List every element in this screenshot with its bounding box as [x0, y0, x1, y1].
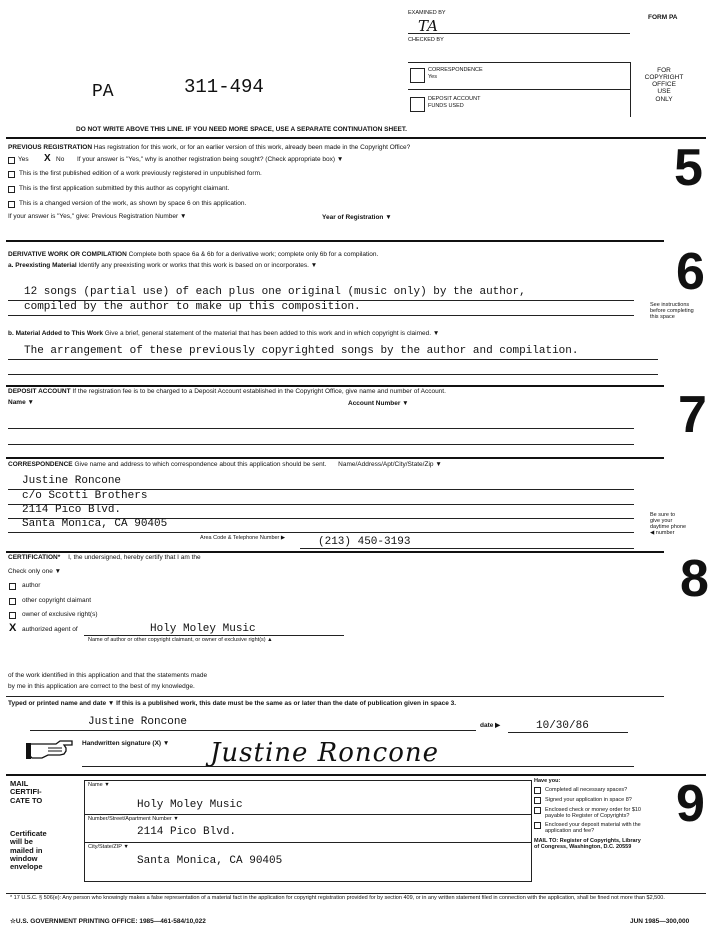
prev-reg-no-mark[interactable]: X — [44, 153, 51, 164]
deposit-account-label: Account Number ▼ — [348, 400, 409, 407]
checklist-box[interactable] — [534, 797, 541, 804]
mail-label-line: MAIL — [10, 779, 29, 788]
examined-initials: TA — [418, 17, 439, 35]
mail-city-label: City/State/ZIP ▼ — [88, 844, 129, 850]
checklist-text: Enclosed check or money order for $10 payable to Register of Copyrights? — [545, 807, 641, 820]
mail-label-line: CERTIFI- — [10, 787, 42, 797]
cert-agent-label: authorized agent of — [22, 626, 78, 633]
header-divider-1 — [408, 62, 630, 63]
print-code: JUN 1985—300,000 — [630, 918, 690, 925]
agent-rule — [84, 635, 344, 636]
office-use-line: OFFICE — [652, 81, 676, 89]
section7-title: DEPOSIT ACCOUNT — [8, 388, 71, 395]
preexisting-rule-2 — [8, 315, 634, 316]
section7-title-row — [8, 388, 658, 395]
prev-reg-opt2: This is the first application submitted by this author as copyright claimant. — [19, 185, 230, 192]
prev-reg-yes-checkbox[interactable] — [8, 157, 15, 164]
correspondence-checkbox[interactable] — [410, 68, 425, 83]
date-label: date ▶ — [480, 722, 501, 729]
cert-author-label: author — [22, 582, 41, 589]
mail-name-label: Name ▼ — [88, 782, 110, 788]
rule-5-6 — [6, 240, 664, 242]
section6-title-row — [8, 251, 628, 258]
cert-owner-checkbox[interactable] — [9, 612, 16, 619]
mail-to-address: MAIL TO: Register of Copyrights, Library of Congress, Washington, D.C. 20559 — [534, 838, 641, 851]
section5-title: PREVIOUS REGISTRATION — [8, 144, 93, 151]
checked-by-label: CHECKED BY — [408, 37, 444, 43]
side-note-line: ◀ number — [650, 530, 675, 537]
mail-name: Holy Moley Music — [137, 799, 243, 811]
material-rule-1 — [8, 359, 658, 360]
section6-title: DERIVATIVE WORK OR COMPILATION — [8, 251, 127, 258]
registration-prefix: PA — [92, 82, 114, 102]
typed-name-rule — [30, 730, 476, 731]
check-only-one: Check only one ▼ — [8, 568, 62, 575]
certification-text: I, the undersigned, hereby certify that I am the — [68, 554, 201, 561]
cert-statement-1: of the work identified in this application and that the statements made — [8, 672, 208, 679]
mail-street-label: Number/Street/Apartment Number ▼ — [88, 816, 179, 822]
prev-reg-opt1: This is the first published edition of a work previously registered in unpublished form. — [19, 170, 262, 177]
side-note-line: daytime phone — [650, 524, 687, 531]
deposit-checkbox[interactable] — [410, 97, 425, 112]
prev-reg-number-label: If your answer is "Yes," give: Previous Registration Number ▼ — [8, 213, 187, 220]
section8-number: 8 — [680, 550, 709, 608]
prev-reg-opt1-checkbox[interactable] — [8, 171, 15, 178]
prev-reg-opt2-checkbox[interactable] — [8, 186, 15, 193]
office-use-line: USE — [657, 88, 671, 96]
typed-name-label: Typed or printed name and date ▼ If this is a published work, this date must be the same as or later than the date of publication given in space 3. — [8, 700, 457, 707]
phone-side-note — [650, 512, 686, 536]
examined-by-label: EXAMINED BY — [408, 10, 446, 16]
office-use-line: FOR — [657, 67, 671, 74]
handwritten-signature-label: Handwritten signature (X) ▼ — [82, 740, 170, 747]
phone-value: (213) 450-3193 — [318, 536, 411, 548]
agent-name: Holy Moley Music — [150, 623, 256, 635]
checklist-item — [534, 822, 646, 834]
deposit-rule-2 — [8, 444, 634, 445]
correspondence-text: Give name and address to which correspondence about this application should be sent. — [74, 461, 327, 468]
mail-certificate-label — [10, 780, 42, 805]
corr-line-4: Santa Monica, CA 90405 — [22, 518, 168, 530]
material-rule-2 — [8, 374, 658, 375]
do-not-write-notice: DO NOT WRITE ABOVE THIS LINE. IF YOU NEED MORE SPACE, USE A SEPARATE CONTINUATION SHEET. — [76, 126, 407, 133]
correspondence-title-row — [8, 461, 648, 468]
rule-deposit-corr — [6, 457, 664, 459]
side-note-line: this space — [650, 314, 675, 321]
checklist-text: Completed all necessary spaces? — [545, 787, 628, 794]
cert-rule — [6, 696, 664, 697]
certification-title: CERTIFICATION* — [8, 554, 61, 561]
mail-rule-1 — [85, 814, 531, 815]
mail-rule-2 — [85, 842, 531, 843]
mail-label-line: CATE TO — [10, 795, 43, 805]
cert-other-label: other copyright claimant — [22, 597, 92, 604]
window-label-line: Certificate — [10, 829, 47, 838]
office-use-divider — [630, 62, 631, 117]
cert-statement-2: by me in this application are correct to the best of my knowledge. — [8, 683, 195, 690]
section5-title-text: Has registration for this work, or for an earlier version of this work, already been made in the Copyright Office? — [93, 144, 411, 151]
agent-caption: Name of author or other copyright claimant, or owner of exclusive right(s) ▲ — [88, 637, 273, 643]
section6b-label: b. Material Added to This Work — [8, 330, 103, 337]
section6b-text: Give a brief, general statement of the material that has been added to this work and in which copyright is claimed. ▼ — [104, 330, 440, 337]
signature: Justine Roncone — [210, 738, 439, 768]
printing-office: ☆U.S. GOVERNMENT PRINTING OFFICE: 1985—461-584/10,022 — [10, 918, 206, 925]
certification-title-row — [8, 554, 608, 561]
correspondence-fields-label: Name/Address/Apt/City/State/Zip ▼ — [338, 461, 442, 468]
correspondence-label: CORRESPONDENCE — [428, 67, 483, 73]
phone-label: Area Code & Telephone Number ▶ — [200, 535, 286, 541]
material-added-line: The arrangement of these previously copyrighted songs by the author and compilation. — [24, 345, 579, 357]
corr-rule-4 — [8, 532, 634, 533]
office-use-line: COPYRIGHT — [644, 74, 684, 82]
window-label-line: mailed in — [10, 845, 43, 855]
section6b-row — [8, 330, 648, 337]
cert-author-checkbox[interactable] — [9, 583, 16, 590]
section6a-label: a. Preexisting Material — [8, 262, 77, 269]
side-note-line: give your — [650, 518, 673, 525]
prev-reg-no-label: No — [56, 156, 65, 163]
top-rule — [6, 137, 706, 139]
signature-rule — [82, 766, 634, 767]
rule-8-9 — [6, 774, 706, 776]
header-divider-2 — [408, 89, 630, 90]
rule-6-7 — [6, 385, 664, 387]
checklist-box[interactable] — [534, 822, 541, 829]
footer-rule — [6, 893, 706, 894]
prev-reg-yes-label: Yes — [18, 156, 29, 163]
rule-7-8 — [6, 551, 664, 553]
examined-line — [408, 33, 630, 34]
preexisting-line-1: 12 songs (partial use) of each plus one original (music only) by the author, — [24, 286, 526, 298]
corr-line-3: 2114 Pico Blvd. — [22, 504, 122, 516]
checklist-item — [534, 797, 646, 804]
registration-number: 311-494 — [184, 76, 264, 98]
window-label-line: window — [10, 853, 38, 863]
typed-name: Justine Roncone — [88, 716, 188, 728]
section9-number: 9 — [676, 775, 705, 833]
side-note-line: Be sure to — [650, 512, 676, 518]
have-you-label: Have you: — [534, 778, 561, 784]
section7-number: 7 — [678, 386, 707, 444]
window-label-line: will be — [10, 837, 33, 847]
side-note-line: before completing — [650, 308, 694, 315]
window-label-line: envelope — [10, 862, 43, 871]
office-use-block — [635, 67, 693, 103]
section5-title-row — [8, 144, 588, 151]
section6a-text: Identify any preexisting work or works that this work is based on or incorporates. ▼ — [78, 262, 318, 269]
checklist-box[interactable] — [534, 807, 541, 814]
checklist-item — [534, 787, 646, 794]
checklist-text: Signed your application in space 8? — [545, 797, 632, 804]
cert-agent-mark[interactable]: X — [9, 622, 17, 634]
date-value: 10/30/86 — [536, 720, 589, 732]
corr-line-2: c/o Scotti Brothers — [22, 490, 148, 502]
preexisting-line-2: compiled by the author to make up this composition. — [24, 301, 361, 313]
pointing-hand-icon — [26, 736, 76, 760]
date-rule — [508, 732, 628, 733]
prev-reg-year-label: Year of Registration ▼ — [322, 214, 392, 221]
cert-other-checkbox[interactable] — [9, 598, 16, 605]
phone-rule — [300, 548, 634, 549]
prev-reg-opt3-checkbox[interactable] — [8, 201, 15, 208]
correspondence-title: CORRESPONDENCE — [8, 461, 73, 468]
checklist-box[interactable] — [534, 787, 541, 794]
checklist-item — [534, 807, 646, 819]
mailing-address-box — [84, 780, 532, 882]
office-use-line: ONLY — [655, 95, 673, 103]
section6-title-text: Complete both space 6a & 6b for a derivative work; complete only 6b for a compilation. — [128, 251, 379, 258]
prev-reg-question: If your answer is "Yes," why is another registration being sought? (Check appropriate box) ▼ — [77, 156, 344, 163]
cert-owner-label: owner of exclusive right(s) — [22, 611, 98, 618]
deposit-rule-1 — [8, 428, 634, 429]
corr-line-1: Justine Roncone — [22, 475, 122, 487]
deposit-label: DEPOSIT ACCOUNT — [428, 96, 481, 102]
penalty-notice: * 17 U.S.C. § 506(e): Any person who knowingly makes a false representation of a material fact in the application for copyright registration provided for by section 409, or in any written statement filed in connection with the application, shall be fined not more than $2,500. — [10, 895, 665, 901]
section6a-row — [8, 262, 628, 269]
side-note-line: See instructions — [650, 302, 690, 308]
section5-number: 5 — [674, 139, 703, 197]
correspondence-yes: Yes — [428, 74, 437, 80]
section6-number: 6 — [676, 243, 705, 301]
checklist-text: Enclosed your deposit material with the application and fee? — [545, 822, 641, 835]
mail-street: 2114 Pico Blvd. — [137, 826, 237, 838]
checklist — [534, 778, 646, 850]
section7-title-text: If the registration fee is to be charged to a Deposit Account established in the Copyright Office, give name and number of Account. — [72, 388, 446, 395]
deposit-name-label: Name ▼ — [8, 399, 34, 406]
section6-side-note — [650, 302, 694, 320]
deposit-label-2: FUNDS USED — [428, 103, 464, 109]
certificate-window-label — [10, 830, 47, 871]
form-label: FORM PA — [648, 14, 678, 21]
prev-reg-opt3: This is a changed version of the work, as shown by space 6 on this application. — [19, 200, 247, 207]
mail-city: Santa Monica, CA 90405 — [137, 855, 283, 867]
